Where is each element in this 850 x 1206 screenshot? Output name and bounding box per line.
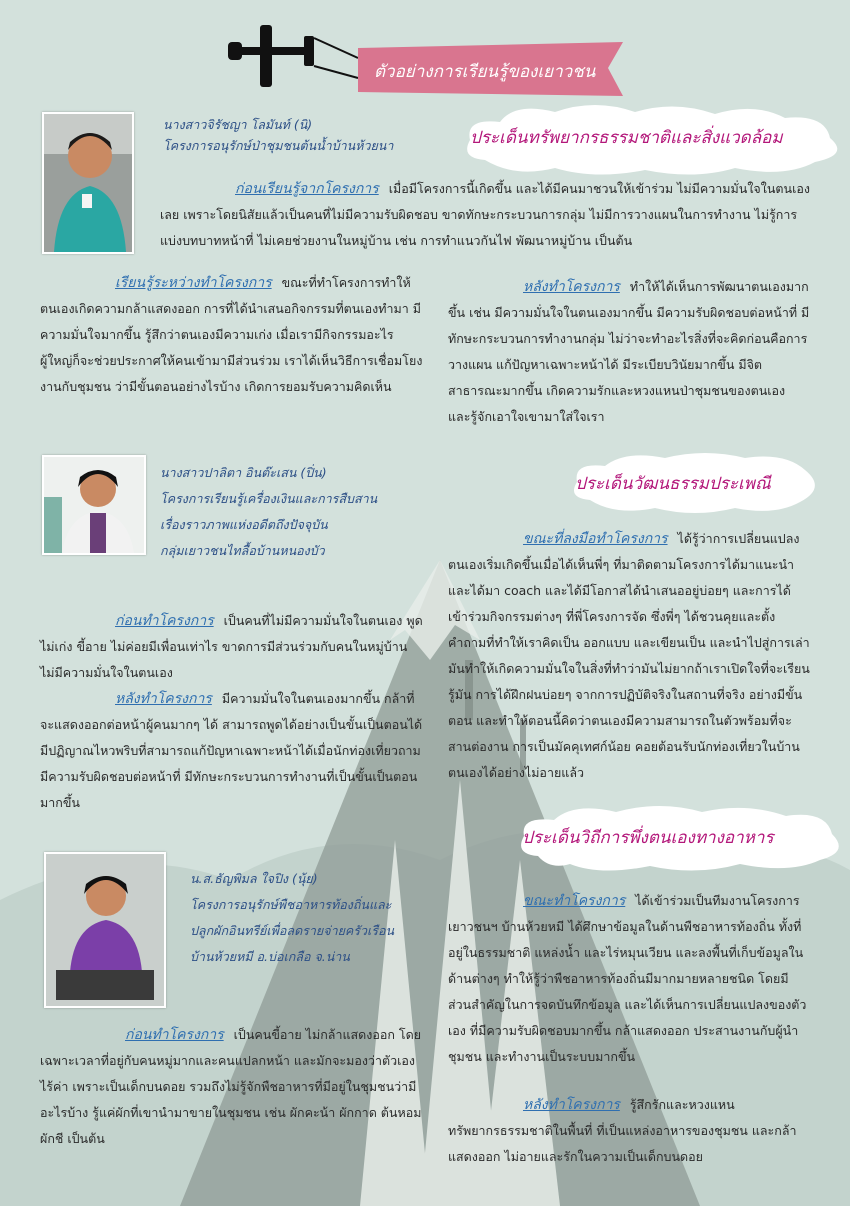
topic-culture-tradition: ประเด็นวัฒนธรรมประเพณี bbox=[575, 474, 771, 494]
person1-after-block bbox=[448, 274, 810, 430]
person2-before-heading: ก่อนทำโครงการ bbox=[115, 613, 214, 629]
airplane-icon bbox=[228, 25, 314, 87]
person3-before-block bbox=[40, 1022, 425, 1152]
person2-before-text: เป็นคนที่ไม่มีความมั่นใจในตนเอง พูดไม่เก่ง ขี้อาย ไม่ค่อยมีเพื่อนเท่าไร ขาดการมีส่วนร่วมกับคนในหมู่บ้าน ไม่มีความมั่นใจในตนเอง bbox=[40, 613, 423, 680]
person1-after-text: ทำให้ได้เห็นการพัฒนาตนเองมากขึ้น เช่น มีความมั่นใจในตนเองมากขึ้น มีความรับผิดชอบต่อหน้าที่ มีทักษะกระบวนการทำงานกลุ่ม ไม่ว่าจะทำอะไรสิ่งที่จะคิดก่อนคือการวางแผน แก้ปัญหาเฉพาะหน้าได้ มีระเบียบวินัยมากขึ้น มีจิตสาธารณะมากขึ้น เกิดความรักและหวงแหนป่าชุมชนของตนเอง และรู้จักเอาใจเขามาใส่ใจเรา bbox=[448, 279, 810, 424]
avatar-person1 bbox=[42, 112, 134, 254]
person3-during-block bbox=[448, 888, 810, 1070]
person2-project-line1: โครงการเรียนรู้เครื่องเงินและการสืบสาน bbox=[160, 491, 378, 506]
person3-project-line2: ปลูกผักอินทรีย์เพื่อลดรายจ่ายครัวเรือน bbox=[190, 923, 395, 938]
person3-name: น.ส.ธัญพิมล ใจปิง (นุ้ย) bbox=[190, 871, 318, 886]
person1-name: นางสาวจิรัชญา โลมันท์ (นิ) bbox=[163, 117, 313, 132]
person3-after-block bbox=[448, 1092, 810, 1170]
person1-before-text: เมื่อมีโครงการนี้เกิดขึ้น และได้มีคนมาชวนให้เข้าร่วม ไม่มีความมั่นใจในตนเองเลย เพราะโดยนิสัยแล้วเป็นคนที่ไม่มีความรับผิดชอบ ขาดทักษะกระบวนการกลุ่ม ไม่มีการวางแผนในการทำงาน ไม่รู้การแบ่งบทบาทหน้าที่ ไม่เคยช่วยงานในหมู่บ้าน เช่น การทำแนวกันไฟ พัฒนาหมู่บ้าน เป็นต้น bbox=[160, 181, 810, 248]
person2-after-block bbox=[40, 686, 425, 816]
person2-during-text: ได้รู้ว่าการเปลี่ยนแปลงตนเองเริ่มเกิดขึ้นเมื่อได้เห็นพี่ๆ ที่มาติดตามโครงการได้มาแนะนำและได้มา coach และได้มีโอกาสได้นำเสนออยู่บ่อยๆ และการได้เข้าร่วมกิจกรรมต่างๆ ที่พี่โครงการจัด ซึ่งพี่ๆ ได้ชวนคุยและตั้งคำถามที่ทำให้เราคิดเป็น ออกแบบ และเขียนเป็น และนำไปสู่การเล่า มันทำให้เกิดความมั่นใจในสิ่งที่ทำว่ามันไม่ยากถ้าเราเปิดใจที่จะเรียนรู้มัน การได้ฝึกฝนบ่อยๆ จากการปฏิบัติจริงในสถานที่จริง อย่างมีขั้นตอน และทำให้ตอนนี้คิดว่าตนเองมีความสามารถในตัวพร้อมที่จะสานต่องาน การเป็นมัคคุเทศก์น้อย คอยต้อนรับนักท่องเที่ยวในบ้านตนเองได้อย่างไม่อายแล้ว bbox=[448, 531, 810, 780]
person1-during-block bbox=[40, 270, 425, 400]
topic-natural-resources: ประเด็นทรัพยากรธรรมชาติและสิ่งแวดล้อม bbox=[470, 128, 783, 148]
person1-during-heading: เรียนรู้ระหว่างทำโครงการ bbox=[115, 275, 272, 291]
person1-during-text: ขณะที่ทำโครงการทำให้ตนเองเกิดความกล้าแสดงออก การที่ได้นำเสนอกิจกรรมที่ตนเองทำมา มีความมั่นใจมากขึ้น รู้สึกว่าตนเองมีความเก่ง เมื่อเรามีกิจกรรมอะไร ผู้ใหญ่ก็จะช่วยประกาศให้คนเข้ามามีส่วนร่วม เราได้เห็นวิธีการเชื่อมโยงงานกับชุมชน ว่ามีขั้นตอนอย่างไรบ้าง เกิดการยอมรับความคิดเห็น bbox=[40, 275, 423, 394]
person2-during-heading: ขณะที่ลงมือทำโครงการ bbox=[523, 531, 668, 547]
person3-after-heading: หลังทำโครงการ bbox=[523, 1097, 620, 1113]
person2-after-text: มีความมั่นใจในตนเองมากขึ้น กล้าที่จะแสดงออกต่อหน้าผู้คนมากๆ ได้ สามารถพูดได้อย่างเป็นขั้นเป็นตอนได้ มีปฏิญาณไหวพริบที่สามารถแก้ปัญหาเฉพาะหน้าได้เมื่อนักท่องเที่ยวถาม มีความรับผิดชอบต่อหน้าที่ มีทักษะกระบวนการทำงานที่เป็นขั้นเป็นตอนมากขึ้น bbox=[40, 691, 423, 810]
person2-before-block bbox=[40, 608, 425, 686]
person1-after-heading: หลังทำโครงการ bbox=[523, 279, 620, 295]
person3-during-text: ได้เข้าร่วมเป็นทีมงานโครงการเยาวชนฯ บ้านห้วยหมี ได้ศึกษาข้อมูลในด้านพืชอาหารท้องถิ่น ทั้งที่อยู่ในธรรมชาติ แหล่งน้ำ และไร่หมุนเวียน และลงพื้นที่เก็บข้อมูลในด้านต่างๆ ทำให้รู้ว่าพืชอาหารท้องถิ่นมีมากมายหลายชนิด โดยมีส่วนสำคัญในการจดบันทึกข้อมูล และได้เห็นการเปลี่ยนแปลงของตัวเอง ที่มีความรับผิดชอบมากขึ้น กล้าแสดงออก ประสานงานกับผู้นำชุมชน และทำงานเป็นระบบมากขึ้น bbox=[448, 893, 807, 1064]
avatar-person3 bbox=[44, 852, 166, 1008]
person3-project-line1: โครงการอนุรักษ์พืชอาหารท้องถิ่นและ bbox=[190, 897, 392, 912]
banner-title: ตัวอย่างการเรียนรู้ของเยาวชน bbox=[374, 62, 596, 82]
person3-during-heading: ขณะทำโครงการ bbox=[523, 893, 626, 909]
topic-food-self-reliance: ประเด็นวิถีการพึ่งตนเองทางอาหาร bbox=[522, 828, 774, 848]
person2-name: นางสาวปาลิตา อินต๊ะเสน (ปิ่น) bbox=[160, 465, 327, 480]
person3-before-text: เป็นคนขี้อาย ไม่กล้าแสดงออก โดยเฉพาะเวลาที่อยู่กับคนหมู่มากและคนแปลกหน้า และมักจะมองว่าตัวเองไร้ค่า เพราะเป็นเด็กบนดอย รวมถึงไม่รู้จักพืชอาหารที่มีอยู่ในชุมชนว่ามีอะไรบ้าง รู้แค่ผักที่เขานำมาขายในชุมชน เช่น ผักคะน้า ผักกาด ต้นหอม ผักชี เป็นต้น bbox=[40, 1027, 422, 1146]
avatar-person2 bbox=[42, 455, 146, 555]
person2-project-line2: เรื่องราวภาพแห่งอดีตถึงปัจจุบัน bbox=[160, 517, 328, 532]
person2-during-block bbox=[448, 526, 810, 786]
person2-project-line3: กลุ่มเยาวชนไทลื้อบ้านหนองบัว bbox=[160, 543, 325, 558]
person1-before-heading: ก่อนเรียนรู้จากโครงการ bbox=[235, 181, 379, 197]
person3-project-line3: บ้านห้วยหมี อ.บ่อเกลือ จ.น่าน bbox=[190, 949, 350, 964]
person3-after-text: รู้สึกรักและหวงแหนทรัพยากรธรรมชาติในพื้นที่ ที่เป็นแหล่งอาหารของชุมชน และกล้าแสดงออก ไม่อายและรักในความเป็นเด็กบนดอย bbox=[448, 1097, 797, 1164]
person3-before-heading: ก่อนทำโครงการ bbox=[125, 1027, 224, 1043]
person1-project: โครงการอนุรักษ์ป่าชุมชนต้นน้ำบ้านห้วยนา bbox=[163, 138, 394, 153]
person1-before-block bbox=[160, 176, 810, 254]
person2-after-heading: หลังทำโครงการ bbox=[115, 691, 212, 707]
